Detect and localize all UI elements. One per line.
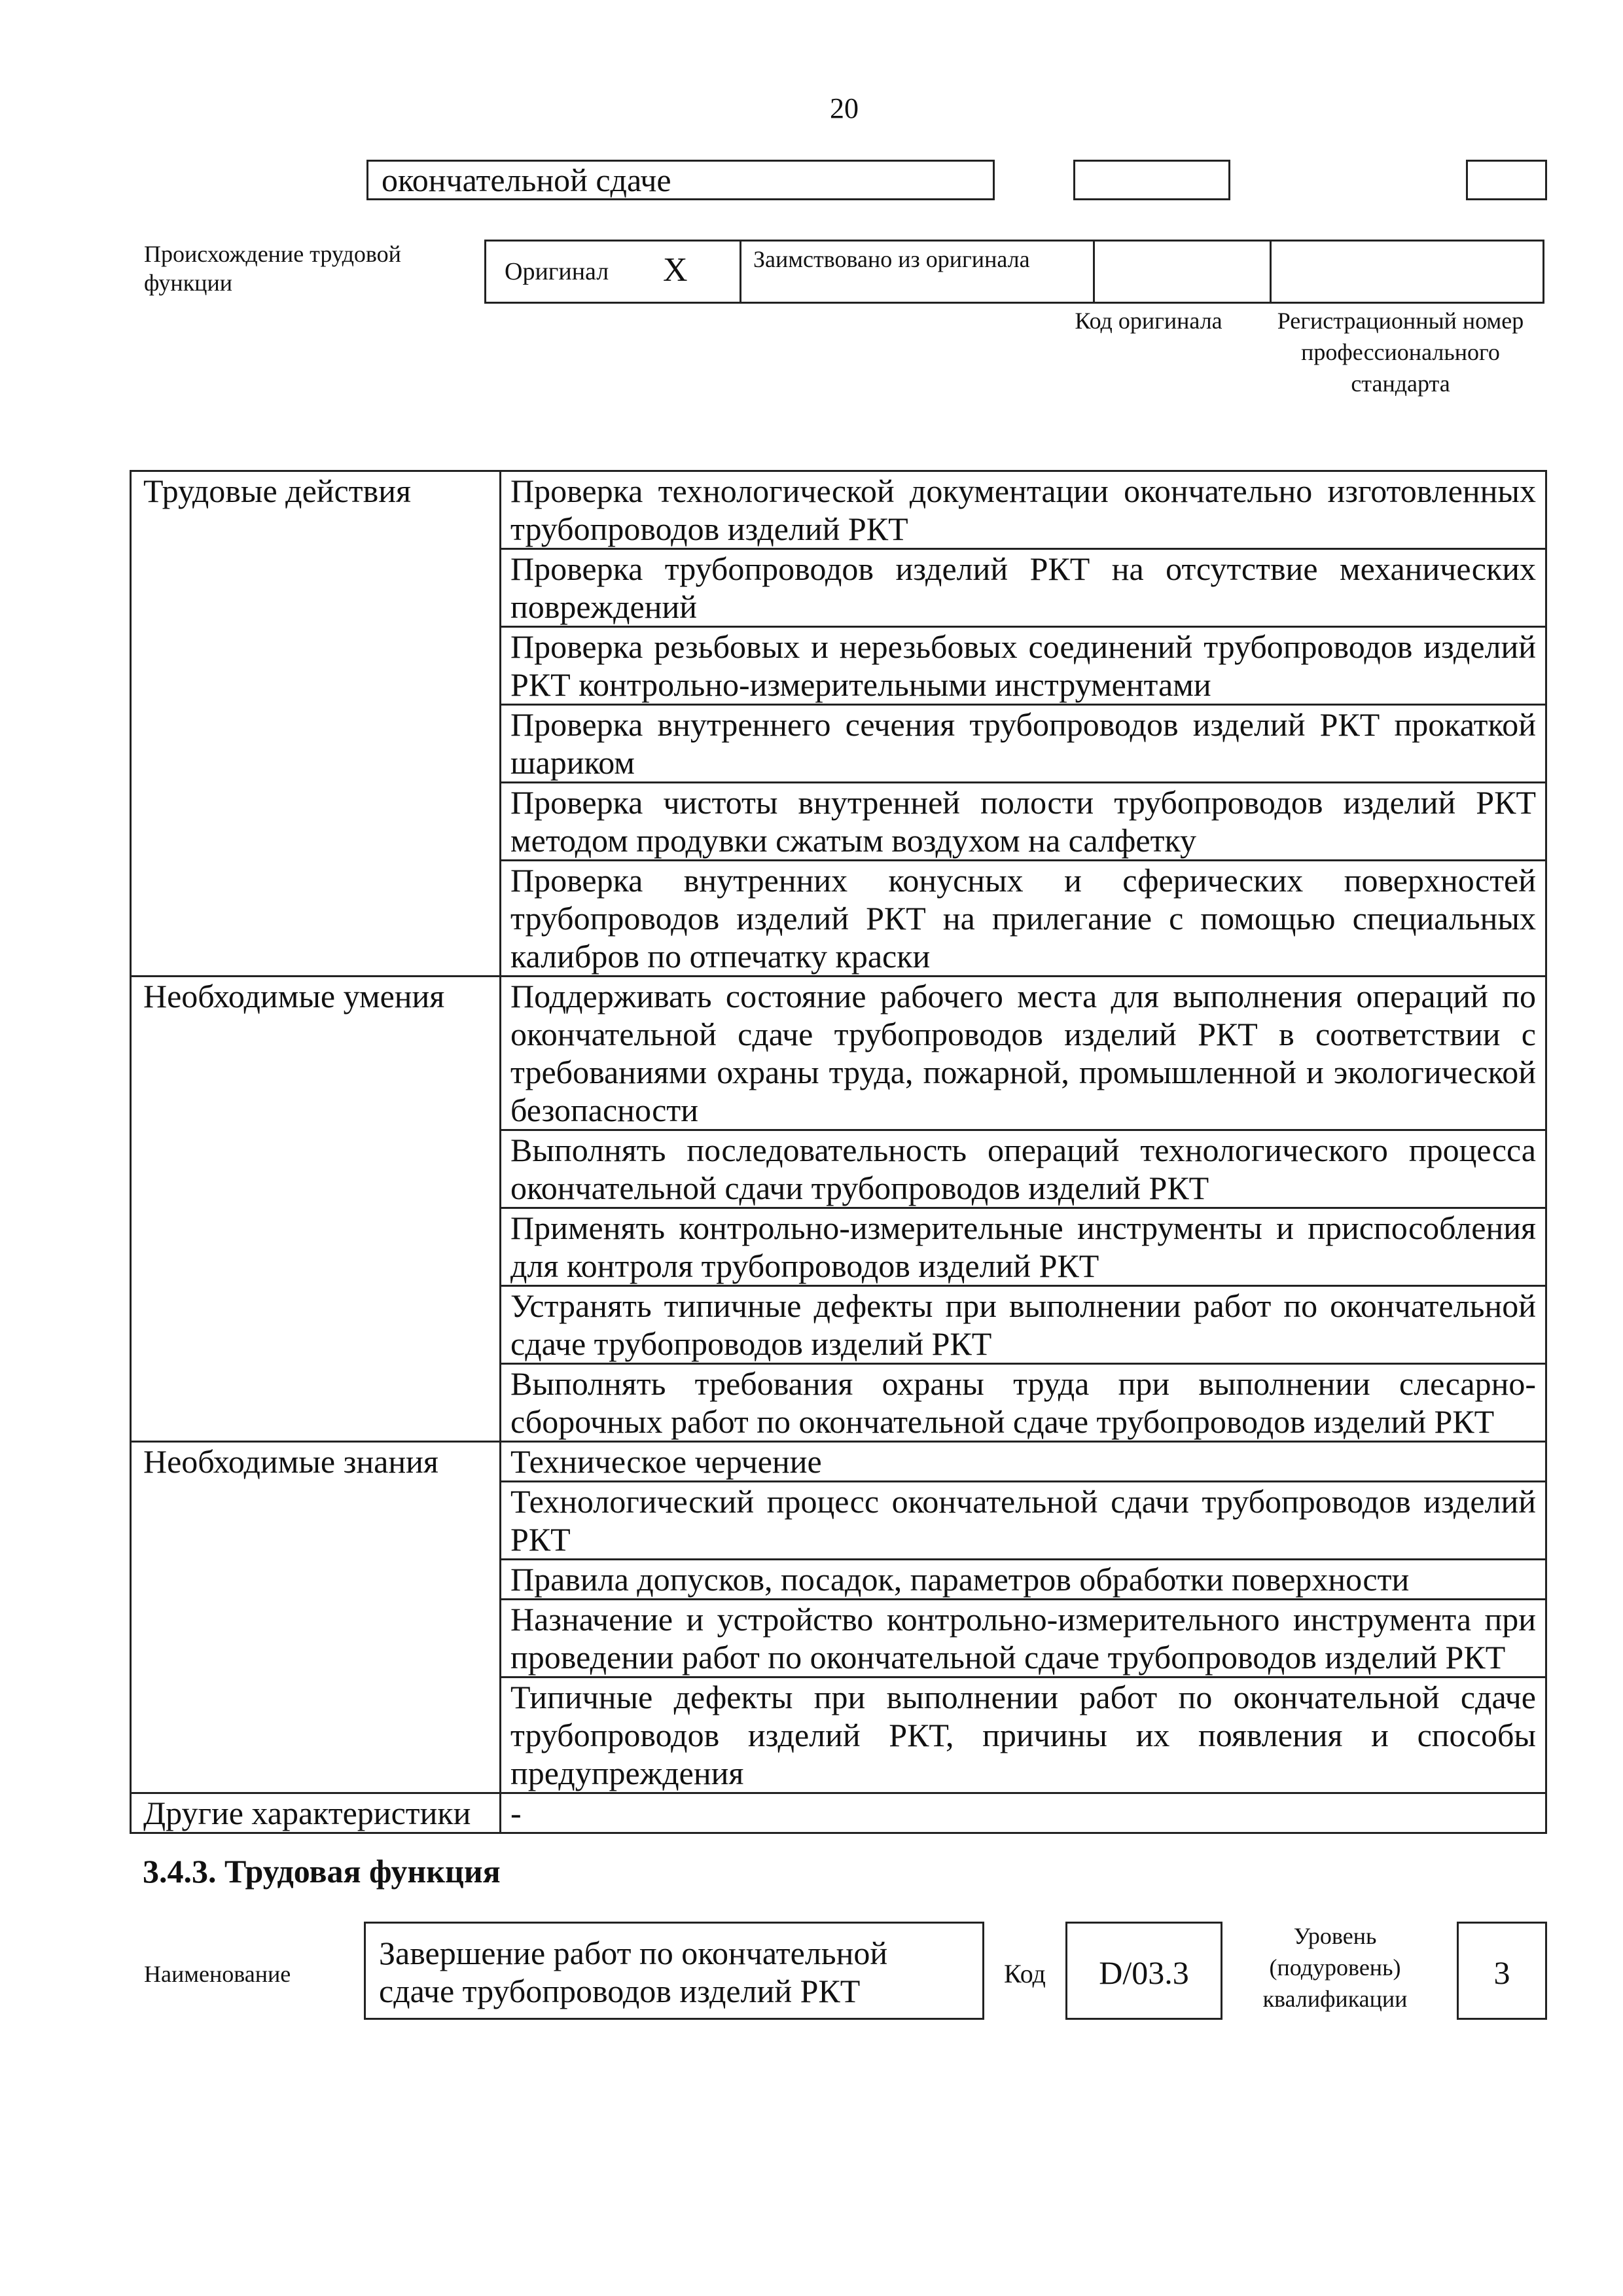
page-number: 20: [830, 92, 859, 124]
origin-original-cell: [486, 242, 741, 302]
origin-reg-cell: [1272, 242, 1546, 302]
borrowed-label: Заимствовано из оригинала: [741, 242, 1095, 302]
table-row: [131, 977, 1546, 1130]
function-details-table: [130, 470, 1547, 1834]
section-title: 3.4.3. Трудовая функция: [143, 1853, 501, 1890]
name-label: Наименование: [144, 1961, 291, 1987]
labor-action-item: Проверка технологической документации окончательно изготовленных трубопроводов изделий РКТ: [501, 471, 1546, 549]
knowledge-item: Правила допусков, посадок, параметров обработки поверхности: [501, 1560, 1546, 1600]
skill-item: Выполнять требования охраны труда при выполнении слесарно-сборочных работ по окончательной сдаче трубопроводов изделий РКТ: [501, 1364, 1546, 1442]
labor-action-item: Проверка чистоты внутренней полости трубопроводов изделий РКТ методом продувки сжатым воздухом на салфетку: [501, 783, 1546, 861]
knowledge-item: Техническое черчение: [501, 1442, 1546, 1482]
labor-actions-label: Трудовые действия: [131, 471, 501, 977]
labor-action-item: Проверка резьбовых и нерезьбовых соединений трубопроводов изделий РКТ контрольно-измерительными инструментами: [501, 627, 1546, 705]
code-box-continuation: [1073, 160, 1230, 200]
reg-caption: Регистрационный номер профессионального стандарта: [1277, 308, 1524, 397]
other-characteristics-value: -: [501, 1793, 1546, 1833]
function-name-continuation: окончательной сдаче: [366, 160, 995, 200]
table-row: [131, 1442, 1546, 1482]
knowledge-item: Назначение и устройство контрольно-измерительного инструмента при проведении работ по окончательной сдаче трубопроводов изделий РКТ: [501, 1600, 1546, 1677]
origin-table: [484, 240, 1544, 304]
level-field: 3: [1457, 1922, 1547, 2020]
origin-label: Происхождение трудовой функции: [144, 241, 401, 296]
knowledge-label: Необходимые знания: [131, 1442, 501, 1793]
skill-item: Выполнять последовательность операций технологического процесса окончательной сдачи трубопроводов изделий РКТ: [501, 1130, 1546, 1208]
labor-action-item: Проверка трубопроводов изделий РКТ на отсутствие механических повреждений: [501, 549, 1546, 627]
labor-action-item: Проверка внутреннего сечения трубопроводов изделий РКТ прокаткой шариком: [501, 705, 1546, 783]
code-caption: Код оригинала: [1075, 308, 1222, 334]
skills-label: Необходимые умения: [131, 977, 501, 1442]
skill-item: Применять контрольно-измерительные инструменты и приспособления для контроля трубопроводов изделий РКТ: [501, 1208, 1546, 1286]
knowledge-item: Технологический процесс окончательной сдачи трубопроводов изделий РКТ: [501, 1482, 1546, 1560]
original-label: Оригинал: [505, 258, 609, 285]
table-row: [131, 471, 1546, 549]
origin-code-cell: [1095, 242, 1272, 302]
other-characteristics-label: Другие характеристики: [131, 1793, 501, 1833]
labor-action-item: Проверка внутренних конусных и сферических поверхностей трубопроводов изделий РКТ на прилегание с помощью специальных калибров по отпечатку краски: [501, 861, 1546, 977]
table-row: [131, 1793, 1546, 1833]
level-box-continuation: [1466, 160, 1547, 200]
skill-item: Поддерживать состояние рабочего места для выполнения операций по окончательной сдаче трубопроводов изделий РКТ в соответствии с требованиями охраны труда, пожарной, промышленной и экологической безопасности: [501, 977, 1546, 1130]
code-label: Код: [1004, 1959, 1046, 1988]
knowledge-item: Типичные дефекты при выполнении работ по окончательной сдаче трубопроводов изделий РКТ, причины их появления и способы предупреждения: [501, 1677, 1546, 1793]
code-field: D/03.3: [1065, 1922, 1222, 2020]
level-label: Уровень (подуровень) квалификации: [1262, 1923, 1408, 2012]
skill-item: Устранять типичные дефекты при выполнении работ по окончательной сдаче трубопроводов изделий РКТ: [501, 1286, 1546, 1364]
function-name-field: Завершение работ по окончательной сдаче трубопроводов изделий РКТ: [364, 1922, 984, 2020]
original-mark: X: [663, 251, 688, 289]
